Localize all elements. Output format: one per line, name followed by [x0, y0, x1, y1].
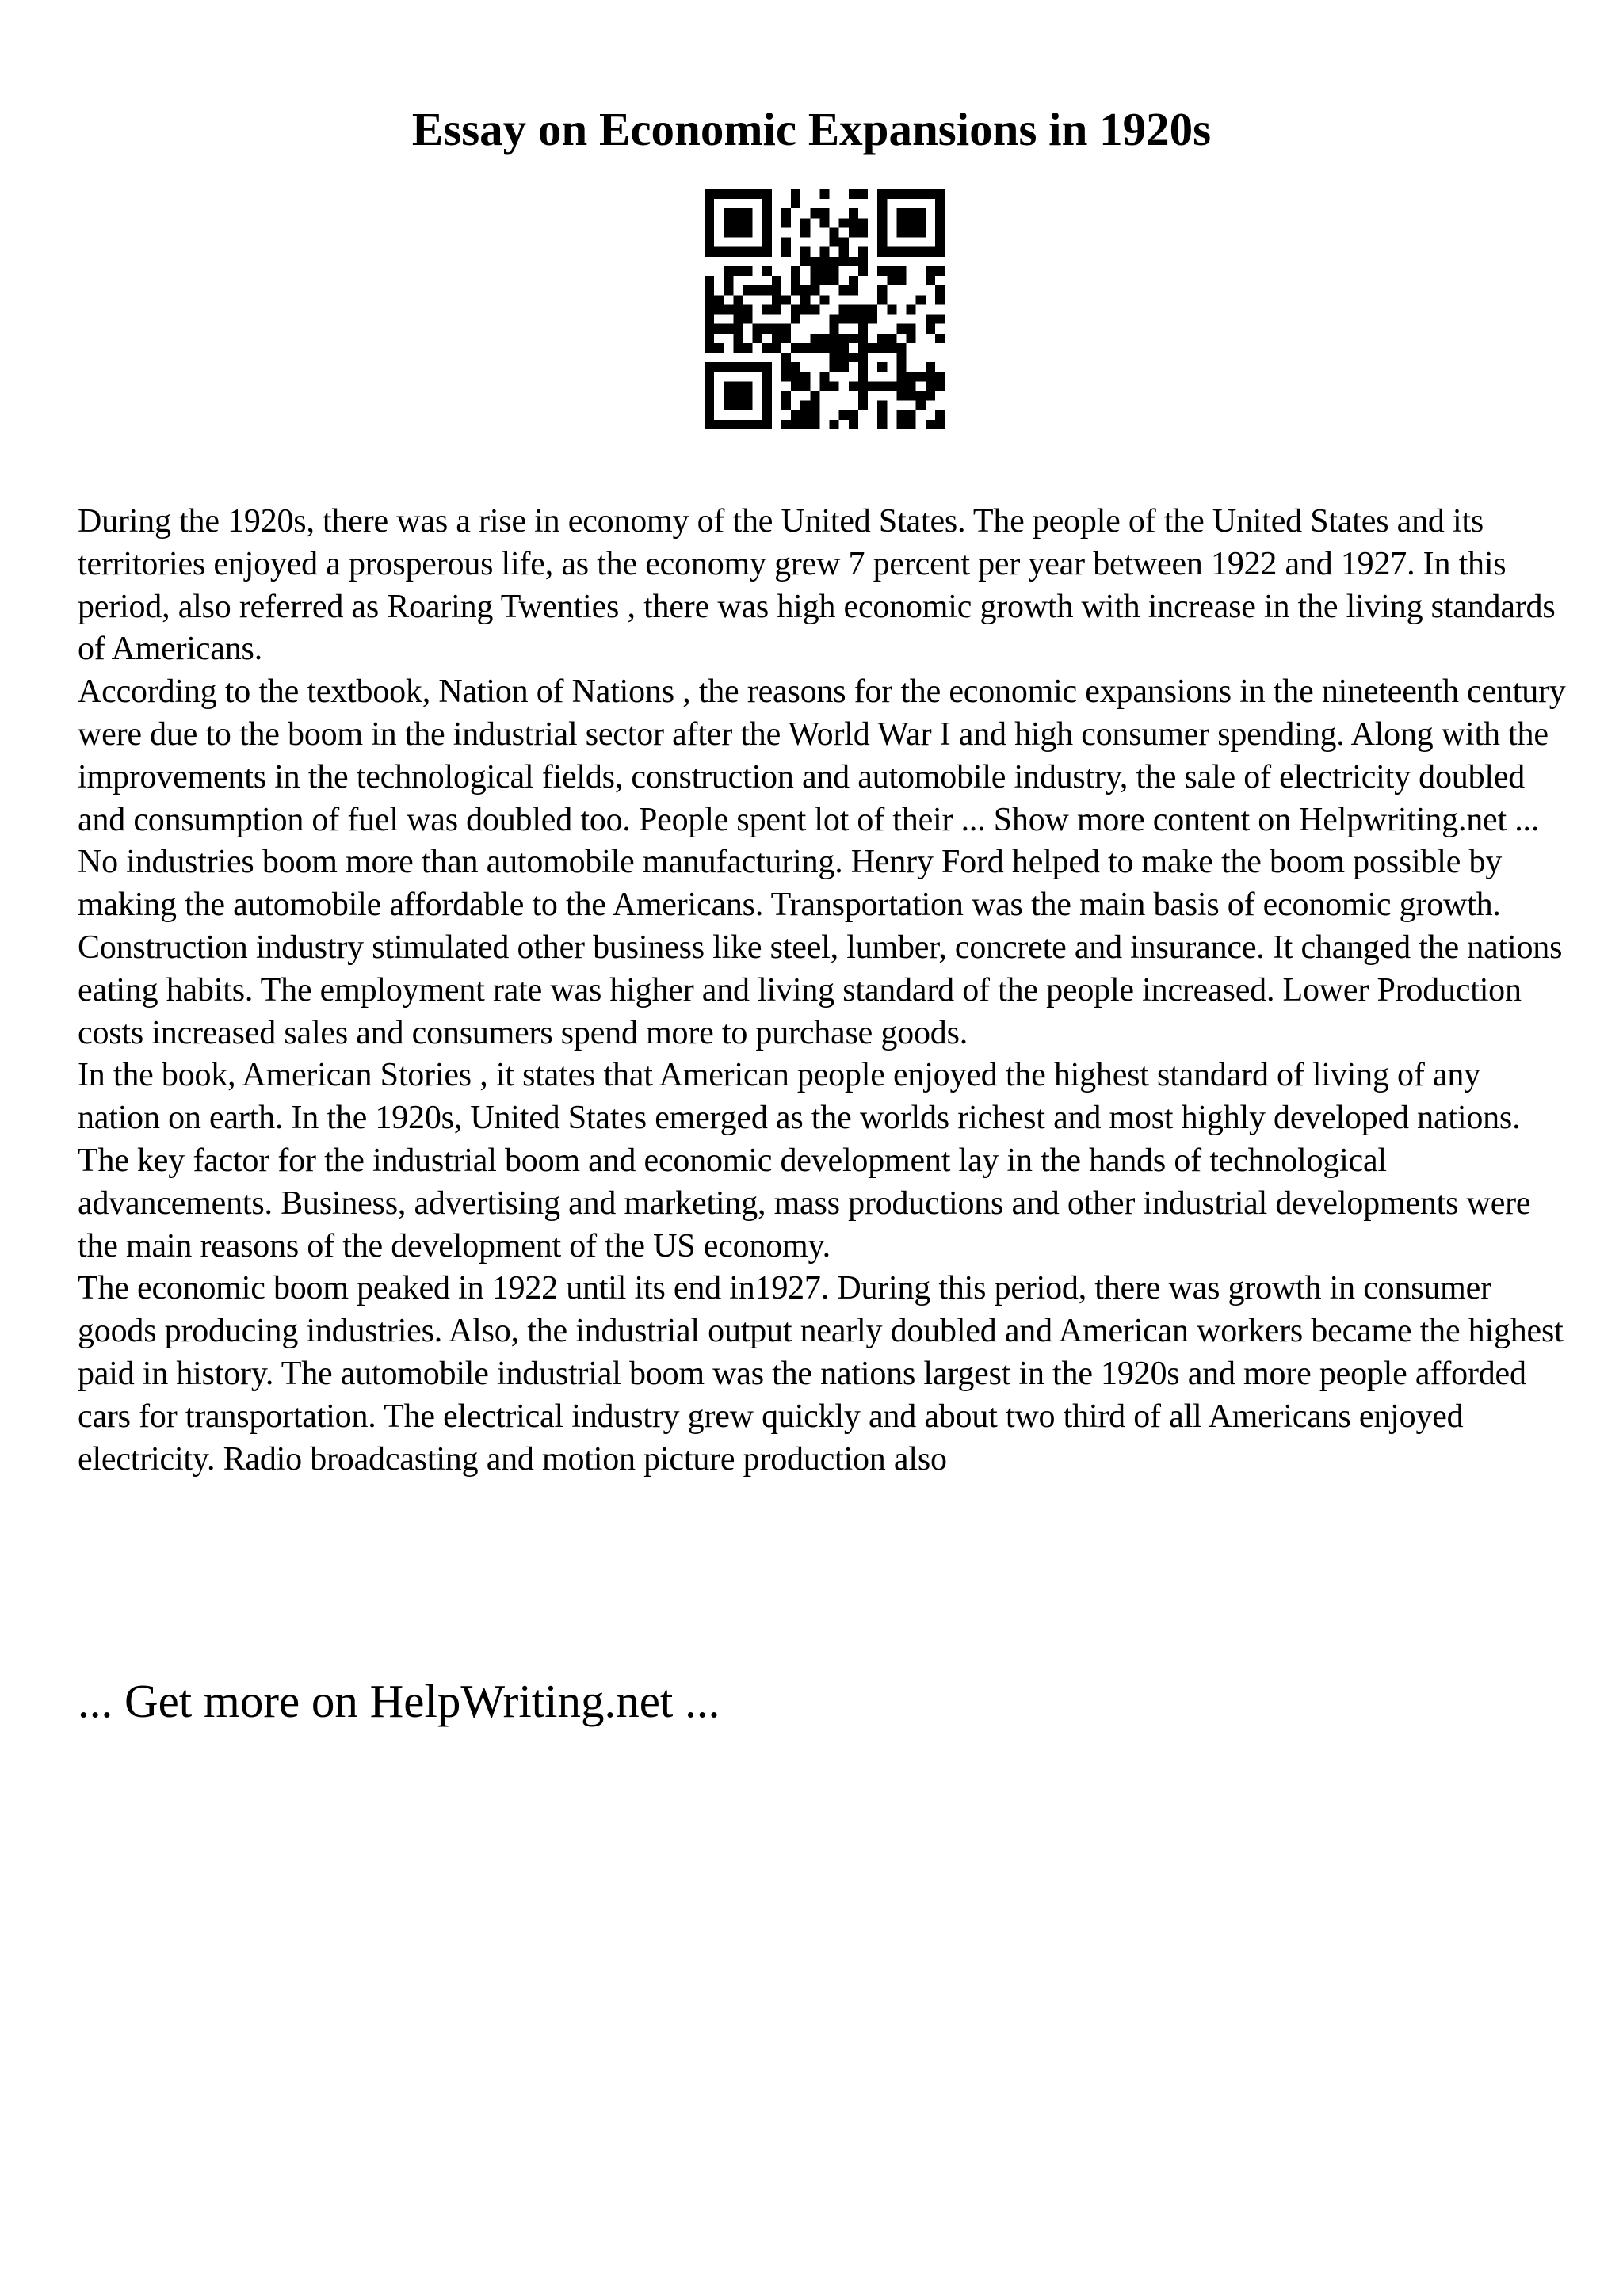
qr-code-icon [705, 189, 945, 429]
paragraph: The economic boom peaked in 1922 until its end in1927. During this period, there was growth in consumer goods producing industries. Also, the industrial output nearly doubled and American workers became the highest paid in history. The automobile industrial boom was the nations largest in the 1920s and more people afforded cars for transportation. The electrical industry grew quickly and about two third of all Americans enjoyed electricity. Radio broadcasting and motion picture production also [78, 1270, 1564, 1478]
get-more-link-text: ... Get more on HelpWriting.net ... [78, 1675, 720, 1727]
paragraph: According to the textbook, Nation of Nations , the reasons for the economic expansions in the nineteenth century were due to the boom in the industrial sector after the World War I and high consumer spending. Along with the improvements in the technological fields, construction and automobile industry, the sale of electricity doubled and consumption of fuel was doubled too. People spent lot of their ... Show more content on Helpwriting.net ... [78, 673, 1566, 838]
page-title: Essay on Economic Expansions in 1920s [411, 103, 1212, 155]
paragraph: No industries boom more than automobile manufacturing. Henry Ford helped to make the boom possible by making the automobile affordable to the Americans. Transportation was the main basis of economic growth. Construction industry stimulated other business like steel, lumber, concrete and insurance. It changed the nations eating habits. The employment rate was higher and living standard of the people increased. Lower Production costs increased sales and consumers spend more to purchase goods. [78, 844, 1563, 1051]
essay-body [78, 501, 1568, 1481]
paragraph: In the book, American Stories , it states that American people enjoyed the highest standard of living of any nation on earth. In the 1920s, United States emerged as the worlds richest and most highly developed nations. The key factor for the industrial boom and economic development lay in the hands of technological advancements. Business, advertising and marketing, mass productions and other industrial developments were the main reasons of the development of the US economy. [78, 1057, 1531, 1264]
paragraph: During the 1920s, there was a rise in economy of the United States. The people of the United States and its territories enjoyed a prosperous life, as the economy grew 7 percent per year between 1922 and 1927. In this period, also referred as Roaring Twenties , there was high economic growth with increase in the living standards of Americans. [78, 503, 1556, 668]
